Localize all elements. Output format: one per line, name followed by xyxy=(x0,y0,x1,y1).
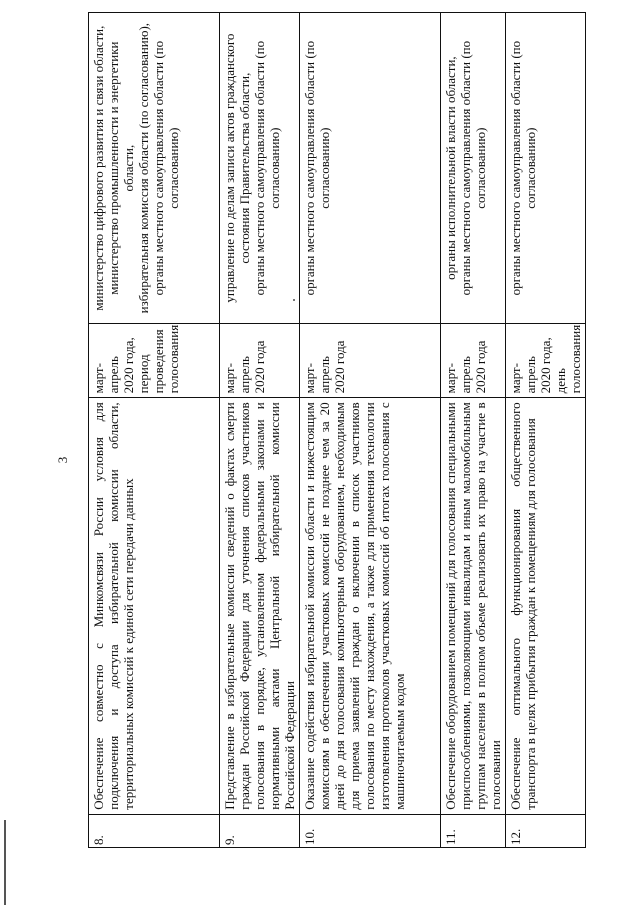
measure-text: Обеспечение оборудованием помещений для голосования специальными приспособлениями, позволяющими инвалидам и иным маломобильным группам населения в полном объеме реализовать их право на участие в голосовании xyxy=(441,398,506,814)
scan-edge-mark xyxy=(4,820,6,905)
responsible-cell xyxy=(220,13,300,324)
table-row xyxy=(89,13,220,848)
responsible-line: избирательная комиссия области (по согласованию), xyxy=(136,22,151,314)
responsible-line: управление по делам записи актов гражданского состояния Правительства области, xyxy=(222,33,252,303)
row-number: 10. xyxy=(300,814,441,847)
responsible-cell xyxy=(300,13,441,324)
page-number: 3 xyxy=(55,456,70,464)
measure-date: март-апрель 2020 года xyxy=(300,324,441,398)
measure-text: Представление в избирательные комиссии сведений о фактах смерти граждан Российской Федерации для уточнения списков участников голосования в порядке, установленном федеральными законами и нормативными актами Центральной избирательной комиссии Российской Федерации xyxy=(220,398,300,814)
measure-text: Обеспечение совместно с Минкомсвязи России условия для подключения и доступа избирательной комиссии области, территориальных комиссий к единой сети передачи данных xyxy=(89,398,220,814)
row-number: 8. xyxy=(89,814,220,847)
rotated-page-content xyxy=(88,12,628,848)
responsible-line: органы местного самоуправления области (по согласованию) xyxy=(458,40,488,296)
measure-text: Оказание содействия избирательной комиссии области и нижестоящим комиссиям в обеспечении участковых комиссий не позднее чем за 20 дней до дня голосования компьютерным оборудованием, необходимым для приема заявлений граждан о включении в список участников голосования по месту нахождения, а также для применения технологии изготовления протоколов участковых комиссий об итогах голосования с машиночитаемым кодом xyxy=(300,398,441,814)
responsible-line: органы исполнительной власти области, xyxy=(443,56,458,280)
table-row xyxy=(506,13,586,848)
responsible-line: органы местного самоуправления области (по согласованию) xyxy=(302,40,332,296)
responsible-line: органы местного самоуправления области (по согласованию) xyxy=(508,40,538,296)
measure-date: март-апрель 2020 года xyxy=(441,324,506,398)
row-number: 12. xyxy=(506,814,586,847)
responsible-line: министерство цифрового развития и связи области, xyxy=(91,25,106,311)
measure-date: март-апрель 2020 года xyxy=(220,324,300,398)
responsible-line: органы местного самоуправления области (по согласованию) xyxy=(151,40,181,296)
responsible-cell xyxy=(506,13,586,324)
responsible-line: министерство промышленности и энергетики области, xyxy=(106,41,136,295)
responsible-line: органы местного самоуправления области (по согласованию) xyxy=(252,40,282,296)
measure-date: март-апрель 2020 года, день голосования xyxy=(506,324,586,398)
measure-text: Обеспечение оптимального функционирования общественного транспорта в целях прибытия граждан к помещениям для голосования xyxy=(506,398,586,814)
table-row xyxy=(300,13,441,848)
table-row xyxy=(220,13,300,848)
table-row xyxy=(441,13,506,848)
responsible-cell xyxy=(441,13,506,324)
measure-date: март-апрель 2020 года, период проведения голосования xyxy=(89,324,220,398)
responsible-cell xyxy=(89,13,220,324)
measures-table xyxy=(88,12,586,848)
row-number: 9. xyxy=(220,814,300,847)
row-number: 11. xyxy=(441,814,506,847)
